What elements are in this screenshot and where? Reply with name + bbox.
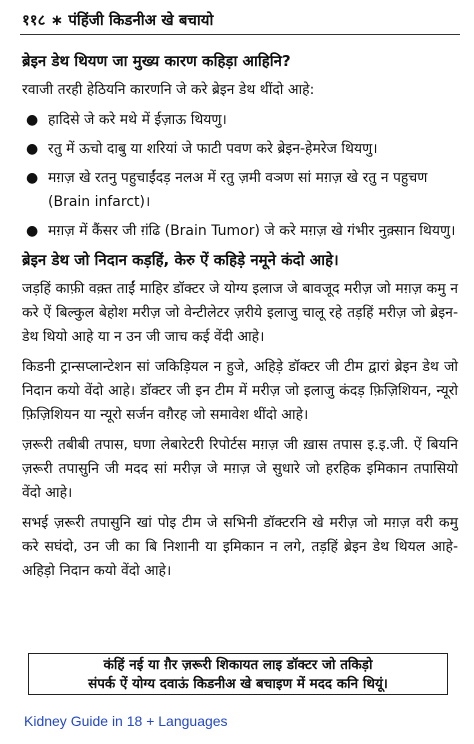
bullet-icon: ● xyxy=(26,170,39,186)
section-heading-diagnosis: ब्रेइन डेथ जो निदान कड़हिं, केरु ऐं कहिड़े नमूने कंदो आहे। xyxy=(22,251,339,269)
list-item xyxy=(22,166,458,214)
causes-list xyxy=(22,108,458,243)
page-header: ११८ ∗ पंहिंजी किडनीअ खे बचायो xyxy=(22,11,214,29)
note-box xyxy=(28,653,448,695)
header-divider xyxy=(20,34,460,35)
page-content xyxy=(22,44,458,589)
list-item xyxy=(22,219,458,243)
bullet-icon: ● xyxy=(26,223,39,239)
list-item xyxy=(22,137,458,161)
note-line: कंहिं नई या ग़ैर ज़रूरी शिकायत लाइ डॉक्टर जो तकिड़ो xyxy=(103,657,373,673)
list-item-text: मग़ज़ में कैंसर जी ग़ंढि (Brain Tumor) जे करे मग़ज़ खे गंभीर नुक़्सान थियणु। xyxy=(48,223,456,239)
bullet-icon: ● xyxy=(26,112,39,128)
footer-caption: Kidney Guide in 18 + Languages xyxy=(24,713,228,729)
list-item xyxy=(22,108,458,132)
list-item-text: हादिसे जे करे मथे में ईज़ाऊ थियणु। xyxy=(48,112,227,128)
paragraph: ज़रूरी तबीबी तपास, घणा लेबारेटरी रिपोर्टस मग़ज़ जी ख़ास तपास इ.इ.जी. ऐं बियनि ज़रूरी तपासुनि जी मदद सां मरीज़ जे मग़ज़ जे सुधारे जो हरहिक इमिकान तपासियो वेंदो आहे। xyxy=(22,437,458,501)
note-line: संपर्क ऐं योग्य दवाऊं किडनीअ खे बचाइण में मदद कनि थियूं। xyxy=(88,676,388,692)
list-item-text: मग़ज़ खे रतनु पहुचाईंदड़ नलअ में रतु ज़मी वञण सां मग़ज़ खे रतु न पहुचण (Brain infarct)। xyxy=(48,170,428,210)
paragraph: सभई ज़रूरी तपासुनि खां पोइ टीम जे सभिनी डॉक्टरनि खे मरीज़ जो मग़ज़ वरी कमु करे सघंदो, उन जी का बि निशानी या इमिकान न लगे, तड़हिं ब्रेइन डेथ थियल आहे- अहिड़ो निदान कयो वेंदो आहे। xyxy=(22,515,458,579)
list-item-text: रतु में ऊचो दाबु या शरियां जे फाटी पवण करे ब्रेइन-हेमरेज थियणु। xyxy=(48,141,378,157)
bullet-icon: ● xyxy=(26,141,39,157)
paragraph: किडनी ट्रान्सप्लान्टेशन सां जकिड़ियल न हुजे, अहिड़े डॉक्टर जी टीम द्वारां ब्रेइन डेथ जो निदान कयो वेंदो आहे। डॉक्टर जी इन टीम में मरीज़ जो इलाजु कंदड़ फ़िज़िशियन, न्यूरो फ़िज़िशियन या न्यूरो सर्जन वग़ैरह जो समावेश थींदो आहे। xyxy=(22,359,458,423)
section-heading-causes: ब्रेइन डेथ थियण जा मुख्य कारण कहिड़ा आहिनि? xyxy=(22,52,291,70)
intro-paragraph: रवाजी तरही हेठियनि कारणनि जे करे ब्रेइन डेथ थींदो आहे: xyxy=(22,82,315,98)
paragraph: जड़हिं काफ़ी वक़्त ताईं माहिर डॉक्टर जे योग्य इलाज जे बावजूद मरीज़ जो मग़ज़ कमु न करे ऐं बिल्कुल बेहोश मरीज़ जो वेन्टीलेटर ज़रीये इलाजु चालू रहे तड़हिं मरीज़ जो ब्रेइन-डेथ थियो आहे या न उन जी जाच कई वेंदी आहे। xyxy=(22,281,458,345)
